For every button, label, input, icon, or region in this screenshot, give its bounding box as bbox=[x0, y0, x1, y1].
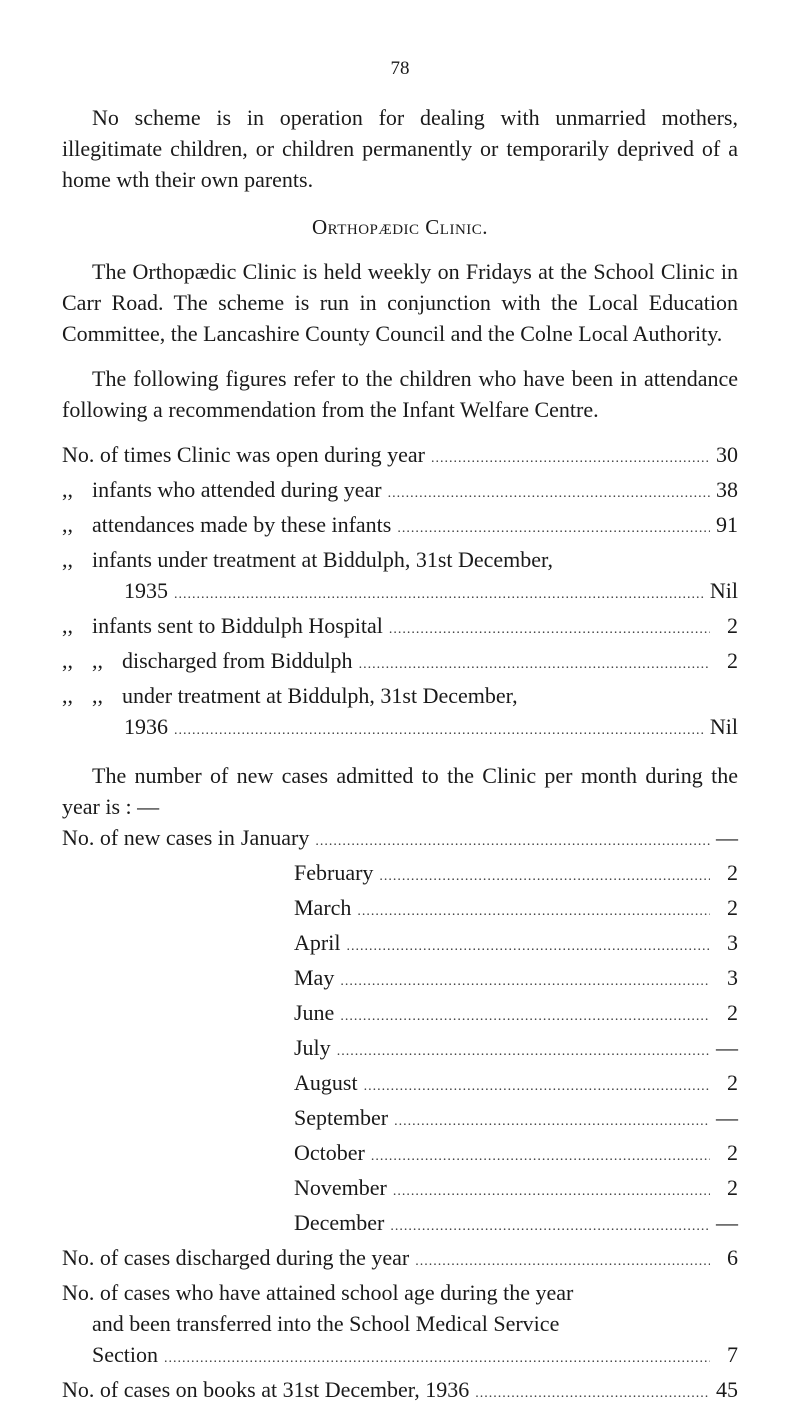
stat-row-times-open: No. of times Clinic was open during year ..... 30 bbox=[62, 439, 738, 474]
attendance-stats bbox=[62, 439, 738, 746]
month-value: 2 bbox=[727, 895, 738, 920]
summary-value: 7 bbox=[727, 1342, 738, 1367]
stat-row-discharged-from-biddulph: ,, ,, discharged from Biddulph ..... 2 bbox=[62, 645, 738, 680]
document-page bbox=[62, 58, 738, 1409]
summary-value: 45 bbox=[716, 1377, 738, 1402]
summary-row-transferred: Section ..... 7 bbox=[62, 1339, 738, 1374]
stat-value: 91 bbox=[716, 512, 738, 537]
summary-stats bbox=[62, 1242, 738, 1409]
summary-transferred-line2: and been transferred into the School Medical Service bbox=[92, 1311, 560, 1336]
ditto-mark: ,, bbox=[62, 613, 73, 638]
month-value: — bbox=[716, 1210, 738, 1235]
stat-value: Nil bbox=[709, 578, 738, 603]
summary-row-discharged: No. of cases discharged during the year ..... 6 bbox=[62, 1242, 738, 1277]
stat-row-sent-to-hospital: ,, infants sent to Biddulph Hospital ..... 2 bbox=[62, 610, 738, 645]
stat-row-attendances: ,, attendances made by these infants ..... 91 bbox=[62, 509, 738, 544]
month-row: March ..... 2 bbox=[62, 892, 738, 927]
month-row: September ..... — bbox=[62, 1102, 738, 1137]
month-row: May ..... 3 bbox=[62, 962, 738, 997]
monthly-cases-list bbox=[62, 822, 738, 1242]
stat-row-under-treatment-1936-label: ,, ,, under treatment at Biddulph, 31st December, bbox=[62, 680, 738, 711]
month-value: 2 bbox=[727, 1140, 738, 1165]
ditto-mark: ,, bbox=[62, 683, 73, 708]
month-row: October ..... 2 bbox=[62, 1137, 738, 1172]
stat-value: 2 bbox=[727, 613, 738, 638]
month-row: April ..... 3 bbox=[62, 927, 738, 962]
month-value: 3 bbox=[727, 965, 738, 990]
month-value: 2 bbox=[727, 860, 738, 885]
month-row: November ..... 2 bbox=[62, 1172, 738, 1207]
stat-value: 30 bbox=[716, 442, 738, 467]
summary-value: 6 bbox=[727, 1245, 738, 1270]
month-row: February ..... 2 bbox=[62, 857, 738, 892]
month-row: December ..... — bbox=[62, 1207, 738, 1242]
ditto-mark: ,, bbox=[62, 547, 73, 572]
monthly-intro-paragraph: The number of new cases admitted to the Clinic per month during the year is : — bbox=[62, 763, 738, 819]
month-row: August ..... 2 bbox=[62, 1067, 738, 1102]
month-value: — bbox=[716, 1105, 738, 1130]
month-value: 3 bbox=[727, 930, 738, 955]
stat-row-under-treatment-1935: 1935 ..... Nil bbox=[62, 575, 738, 610]
summary-transferred-line1: No. of cases who have attained school age during the year bbox=[62, 1280, 574, 1305]
month-value: — bbox=[716, 1035, 738, 1060]
month-row: June ..... 2 bbox=[62, 997, 738, 1032]
intro-paragraph: No scheme is in operation for dealing with unmarried mothers, illegitimate children, or children permanently or temporarily deprived of a home wth their own parents. bbox=[62, 105, 738, 192]
stat-row-under-treatment-1936: 1936 ..... Nil bbox=[62, 711, 738, 746]
summary-row-on-books: No. of cases on books at 31st December, 1936 ..... 45 bbox=[62, 1374, 738, 1409]
stat-row-under-treatment-1935-label: ,, infants under treatment at Biddulph, 31st December, bbox=[62, 544, 738, 575]
month-row: No. of new cases in January ..... — bbox=[62, 822, 738, 857]
month-value: — bbox=[716, 825, 738, 850]
clinic-description-paragraph: The Orthopædic Clinic is held weekly on Fridays at the School Clinic in Carr Road. The scheme is run in conjunction with the Local Education Committee, the Lancashire County Council and the Colne Local Authority. bbox=[62, 259, 738, 346]
ditto-mark: ,, bbox=[62, 648, 73, 673]
page-number: 78 bbox=[390, 58, 410, 79]
stat-value: 2 bbox=[727, 648, 738, 673]
figures-intro-paragraph: The following figures refer to the children who have been in attendance following a recommendation from the Infant Welfare Centre. bbox=[62, 366, 738, 422]
stat-value: 38 bbox=[716, 477, 738, 502]
month-value: 2 bbox=[727, 1000, 738, 1025]
ditto-mark: ,, bbox=[62, 512, 73, 537]
month-value: 2 bbox=[727, 1070, 738, 1095]
section-heading: Orthopædic Clinic. bbox=[311, 215, 489, 239]
month-row: July ..... — bbox=[62, 1032, 738, 1067]
ditto-mark: ,, bbox=[62, 477, 73, 502]
ditto-mark: ,, bbox=[92, 683, 103, 708]
ditto-mark: ,, bbox=[92, 648, 103, 673]
stat-row-infants-attended: ,, infants who attended during year ..... 38 bbox=[62, 474, 738, 509]
stat-value: Nil bbox=[709, 714, 738, 739]
month-value: 2 bbox=[727, 1175, 738, 1200]
